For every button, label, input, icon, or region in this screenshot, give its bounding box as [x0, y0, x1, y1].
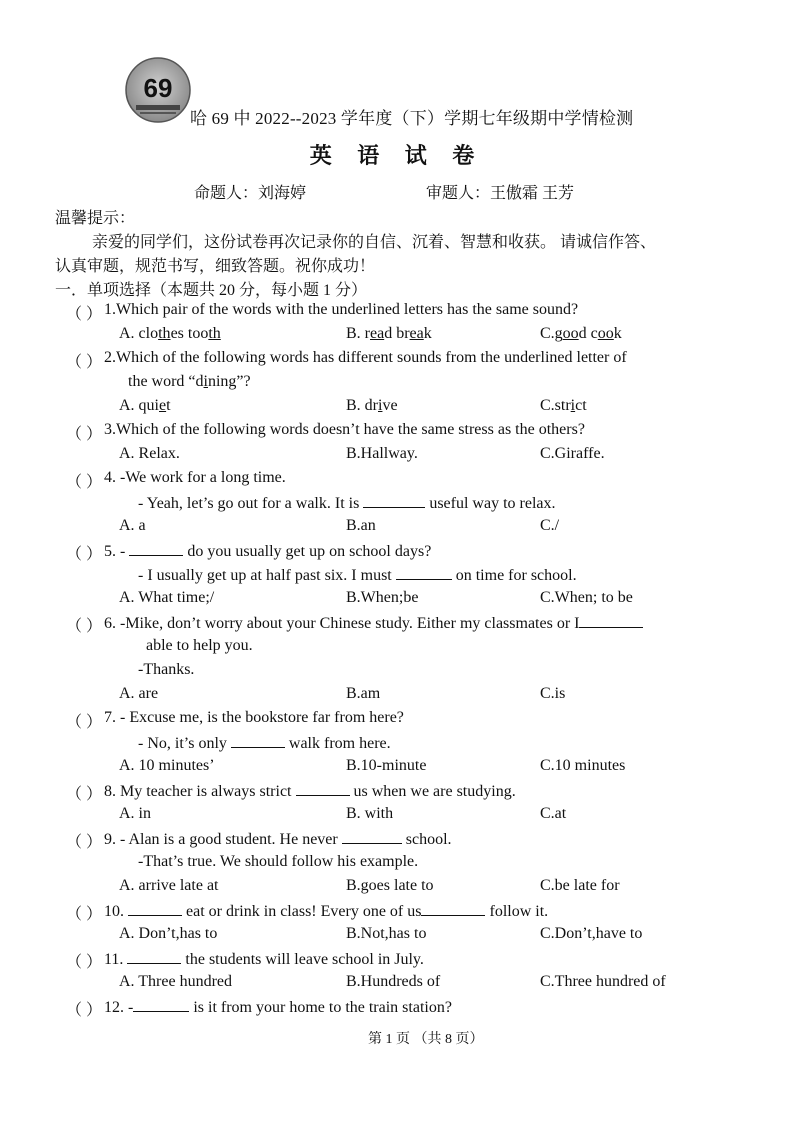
q10-option-c: C.Don’t,have to [540, 925, 643, 942]
question-5: 5. - do you usually get up on school days? [104, 543, 432, 560]
q8-option-a: A. in [119, 805, 151, 822]
q3-option-a: A. Relax. [119, 445, 180, 462]
q9-option-a: A. arrive late at [119, 877, 219, 894]
q4-option-a: A. a [119, 517, 146, 534]
q9-option-c: C.be late for [540, 877, 620, 894]
question-9: 9. - Alan is a good student. He never school. [104, 831, 452, 848]
page-footer: 第 1 页 （共 8 页） [368, 1032, 484, 1047]
q5-option-c: C.When; to be [540, 589, 633, 606]
answer-blank [396, 565, 452, 580]
answer-paren: （ ） [66, 618, 103, 635]
q8-option-c: C.at [540, 805, 567, 822]
answer-blank [128, 901, 182, 916]
q8-option-b: B. with [346, 805, 394, 822]
answer-blank [231, 733, 285, 748]
q6-option-a: A. are [119, 685, 159, 702]
answer-paren: （ ） [66, 306, 103, 323]
answer-paren: （ ） [66, 834, 103, 851]
answer-paren: （ ） [66, 786, 103, 803]
question-2: 2.Which of the following words has different sounds from the underlined letter of [104, 349, 627, 366]
q4-option-c: C./ [540, 517, 560, 534]
q6-option-c: C.is [540, 685, 566, 702]
answer-paren: （ ） [66, 546, 103, 563]
school-logo-icon [124, 56, 192, 124]
question-10: 10. eat or drink in class! Every one of us follow it. [104, 903, 549, 920]
q3-option-c: C.Giraffe. [540, 445, 605, 462]
exam-header: 哈 69 中 2022--2023 学年度（下）学期七年级期中学情检测 [190, 109, 634, 128]
tips-label: 温馨提示： [55, 210, 136, 227]
q2-option-b: B. drive [346, 397, 398, 414]
q7-option-b: B.10-minute [346, 757, 427, 774]
q10-option-b: B.Not,has to [346, 925, 427, 942]
answer-blank [296, 781, 350, 796]
q7-option-a: A. 10 minutes’ [119, 757, 215, 774]
question-6-reply: -Thanks. [138, 661, 195, 678]
answer-paren: （ ） [66, 474, 103, 491]
tips-line-2: 认真审题，规范书写，细致答题。祝你成功！ [55, 258, 376, 275]
answer-blank [129, 541, 183, 556]
q5-option-b: B.When;be [346, 589, 419, 606]
question-6: 6. -Mike, don’t worry about your Chinese study. Either my classmates or I [104, 613, 643, 633]
q3-option-b: B.Hallway. [346, 445, 418, 462]
tips-line-1: 亲爱的同学们，这份试卷再次记录你的自信、沉着、智慧和收获。 请诚信作答、 [92, 234, 657, 251]
q4-option-b: B.an [346, 517, 376, 534]
q11-option-b: B.Hundreds of [346, 973, 441, 990]
question-11: 11. the students will leave school in July. [104, 951, 424, 968]
q1-option-b: B. read break [346, 325, 432, 342]
question-reviewer: 审题人：王傲霜 王芳 [426, 185, 575, 202]
question-setter: 命题人：刘海婷 [194, 185, 307, 202]
section-heading: 一．单项选择（本题共 20 分，每小题 1 分） [55, 282, 368, 299]
answer-paren: （ ） [66, 354, 103, 371]
question-7-cont: - No, it’s only walk from here. [138, 735, 391, 752]
question-6-cont: able to help you. [146, 637, 253, 654]
q10-option-a: A. Don’t,has to [119, 925, 218, 942]
q5-option-a: A. What time;/ [119, 589, 215, 606]
answer-blank [342, 829, 402, 844]
answer-blank [363, 493, 425, 508]
question-4-cont: - Yeah, let’s go out for a walk. It is useful way to relax. [138, 495, 556, 512]
question-4: 4. -We work for a long time. [104, 469, 286, 486]
question-1: 1.Which pair of the words with the underlined letters has the same sound? [104, 301, 579, 318]
q11-option-a: A. Three hundred [119, 973, 232, 990]
answer-blank [133, 997, 189, 1012]
answer-paren: （ ） [66, 954, 103, 971]
question-9-reply: -That’s true. We should follow his example. [138, 853, 419, 870]
answer-paren: （ ） [66, 714, 103, 731]
page-title: 英 语 试 卷 [309, 143, 485, 168]
q2-option-a: A. quiet [119, 397, 171, 414]
question-2-cont: the word “dining”? [128, 373, 251, 390]
q2-option-c: C.strict [540, 397, 587, 414]
logo-number: 69 [143, 73, 173, 103]
q1-option-c: C.good cook [540, 325, 622, 342]
q11-option-c: C.Three hundred of [540, 973, 666, 990]
question-5-cont: - I usually get up at half past six. I must on time for school. [138, 567, 577, 584]
answer-blank [421, 901, 485, 916]
answer-paren: （ ） [66, 906, 103, 923]
question-8: 8. My teacher is always strict us when we are studying. [104, 783, 516, 800]
answer-blank [127, 949, 181, 964]
question-7: 7. - Excuse me, is the bookstore far from here? [104, 709, 404, 726]
q1-option-a: A. clothes tooth [119, 325, 221, 342]
answer-paren: （ ） [66, 426, 103, 443]
q7-option-c: C.10 minutes [540, 757, 626, 774]
answer-paren: （ ） [66, 1002, 103, 1019]
question-12: 12. - is it from your home to the train station? [104, 999, 452, 1016]
q9-option-b: B.goes late to [346, 877, 434, 894]
q6-option-b: B.am [346, 685, 381, 702]
answer-blank [579, 613, 643, 628]
question-3: 3.Which of the following words doesn’t have the same stress as the others? [104, 421, 585, 438]
